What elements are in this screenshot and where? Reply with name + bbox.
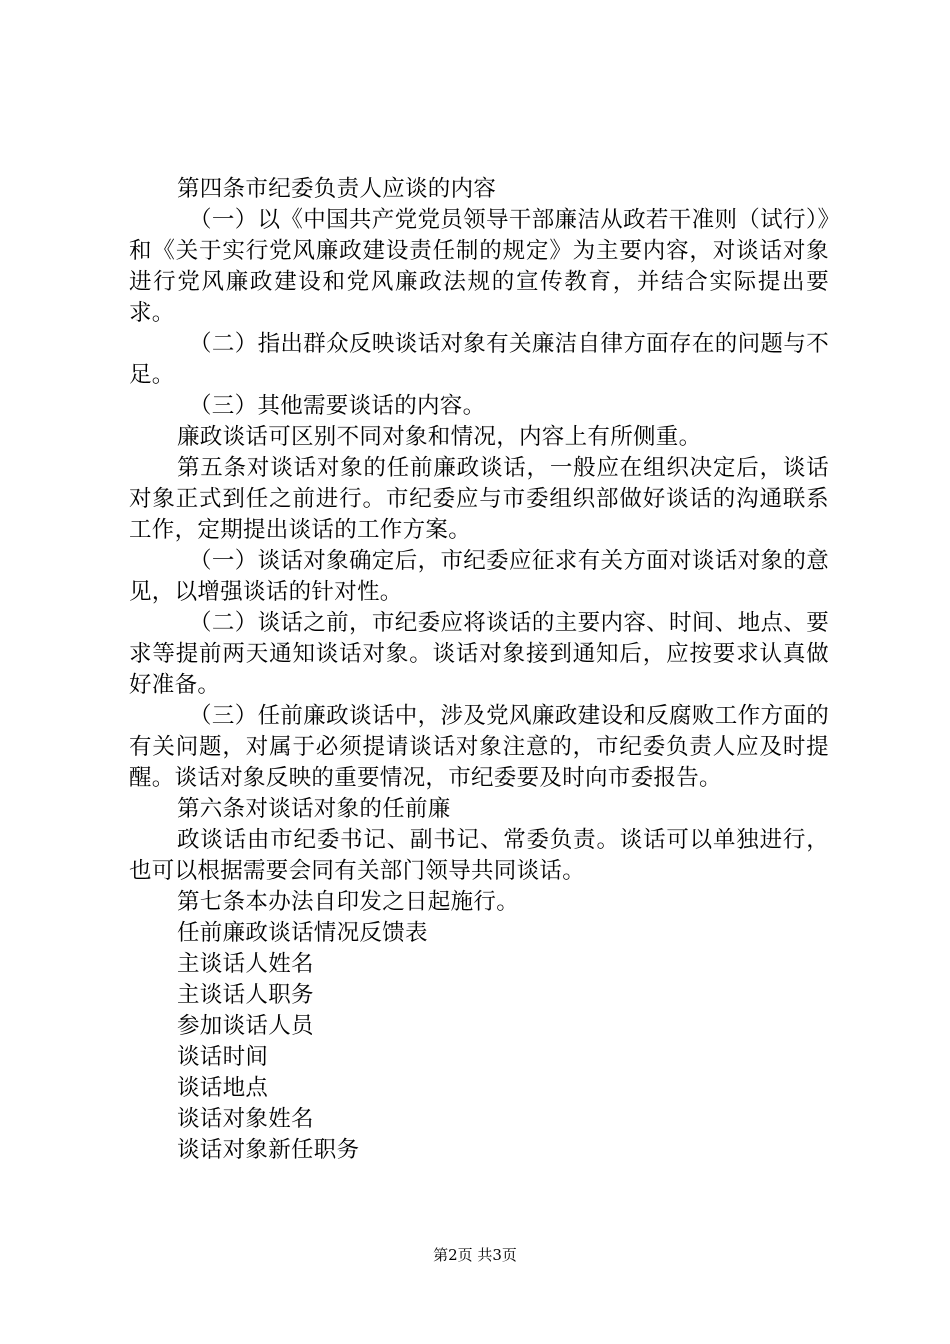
document-body [129, 174, 829, 1166]
article-paragraph: 第六条对谈话对象的任前廉 [177, 796, 451, 822]
paragraph: 政谈话由市纪委书记、副书记、常委负责。谈话可以单独进行，也可以根据需要会同有关部门领导共同谈话。 [129, 827, 829, 884]
form-field-label: 主谈话人姓名 [177, 951, 314, 977]
paragraph: （二）谈话之前，市纪委应将谈话的主要内容、时间、地点、要求等提前两天通知谈话对象。谈话对象接到通知后，应按要求认真做好准备。 [129, 610, 829, 698]
paragraph: （三）任前廉政谈话中，涉及党风廉政建设和反腐败工作方面的有关问题，对属于必须提请谈话对象注意的，市纪委负责人应及时提醒。谈话对象反映的重要情况，市纪委要及时向市委报告。 [129, 703, 829, 791]
paragraph: 廉政谈话可区别不同对象和情况，内容上有所侧重。 [177, 424, 702, 450]
article-heading: 第四条市纪委负责人应谈的内容 [177, 176, 497, 202]
form-title: 任前廉政谈话情况反馈表 [177, 920, 428, 946]
paragraph: （二）指出群众反映谈话对象有关廉洁自律方面存在的问题与不足。 [129, 331, 829, 388]
form-field-label: 主谈话人职务 [177, 982, 314, 1008]
form-field-label: 谈话对象新任职务 [177, 1137, 360, 1163]
paragraph: （一）以《中国共产党党员领导干部廉洁从政若干准则（试行）》和《关于实行党风廉政建设责任制的规定》为主要内容，对谈话对象进行党风廉政建设和党风廉政法规的宣传教育，并结合实际提出要求。 [129, 207, 829, 326]
paragraph: （三）其他需要谈话的内容。 [189, 393, 486, 419]
form-field-label: 谈话对象姓名 [177, 1106, 314, 1132]
paragraph: （一）谈话对象确定后，市纪委应征求有关方面对谈话对象的意见，以增强谈话的针对性。 [129, 548, 829, 605]
form-field-label: 谈话时间 [177, 1044, 269, 1070]
form-field-label: 谈话地点 [177, 1075, 269, 1101]
article-paragraph: 第七条本办法自印发之日起施行。 [177, 889, 520, 915]
article-paragraph: 第五条对谈话对象的任前廉政谈话，一般应在组织决定后，谈话对象正式到任之前进行。市纪委应与市委组织部做好谈话的沟通联系工作，定期提出谈话的工作方案。 [129, 455, 829, 543]
page-number: 第2页 共3页 [433, 1246, 517, 1264]
form-field-label: 参加谈话人员 [177, 1013, 314, 1039]
